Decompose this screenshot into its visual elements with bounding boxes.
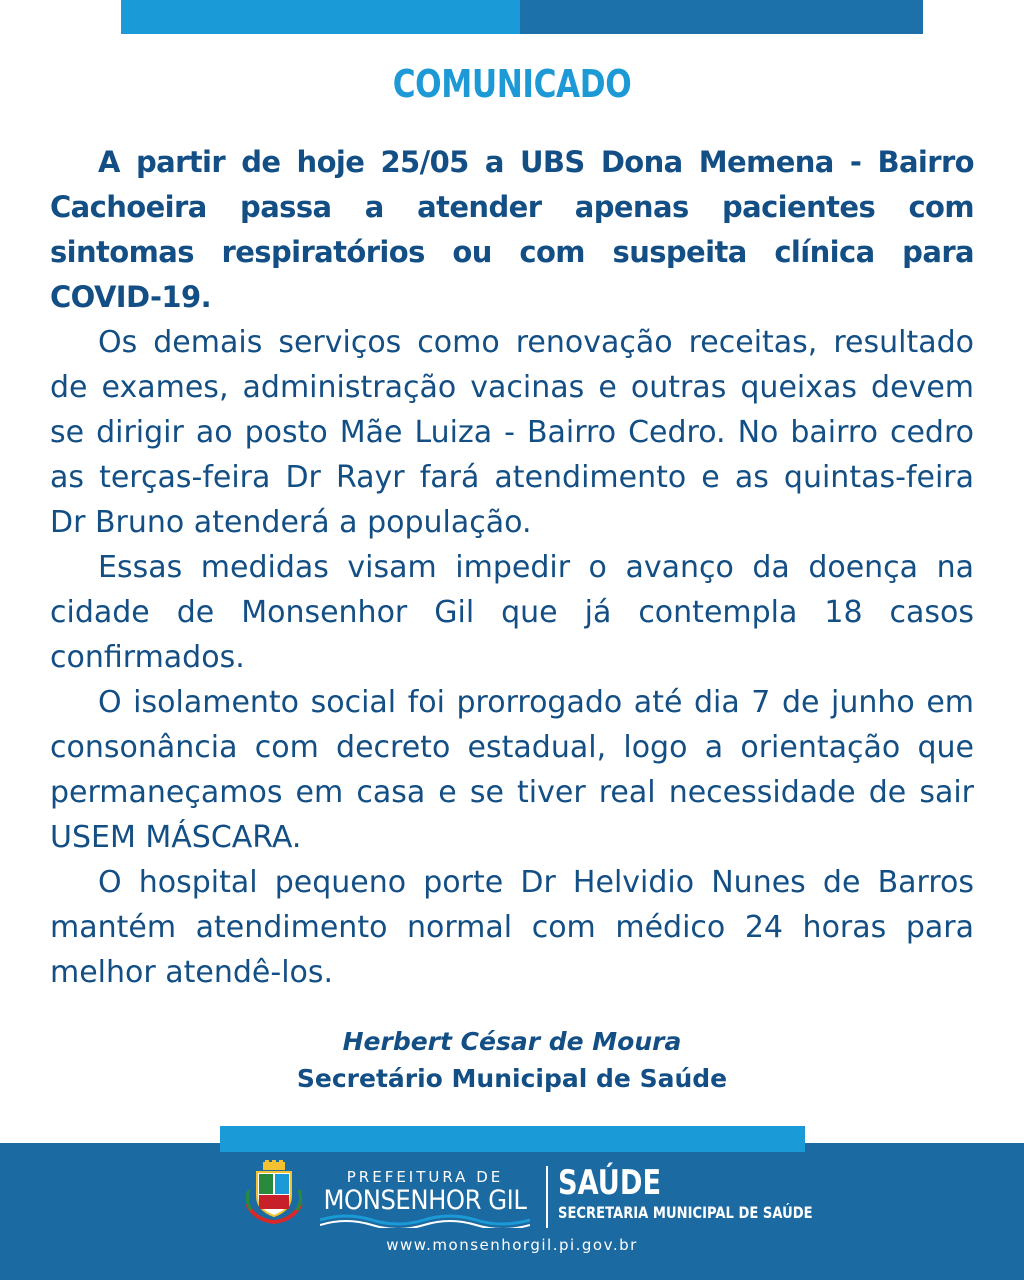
paragraph-hospital: O hospital pequeno porte Dr Helvidio Nunes de Barros mantém atendimento normal com médico 24 horas para melhor atendê-los.	[50, 865, 974, 990]
saude-logo	[558, 1164, 868, 1224]
top-bar-dark-segment	[520, 0, 923, 34]
signature-block	[0, 1024, 1024, 1098]
footer-accent-strip	[220, 1126, 805, 1152]
paragraph-measures: Essas medidas visam impedir o avanço da doença na cidade de Monsenhor Gil que já contempla 18 casos confirmados.	[50, 550, 974, 675]
page-title: COMUNICADO	[392, 62, 632, 106]
website-link[interactable]: www.monsenhorgil.pi.gov.br	[386, 1236, 638, 1254]
signature-role: Secretário Municipal de Saúde	[296, 1064, 728, 1093]
announcement-body	[50, 140, 974, 995]
prefeitura-logo	[312, 1168, 538, 1216]
paragraph-lead: A partir de hoje 25/05 a UBS Dona Memena - Bairro Cachoeira passa a atender apenas pacientes com sintomas respiratórios ou com suspeita clínica para COVID-19.	[50, 145, 974, 314]
wave-logo-icon	[320, 1212, 530, 1228]
signature-name: Herbert César de Moura	[342, 1027, 682, 1056]
top-color-bar	[121, 0, 923, 34]
top-bar-light-segment	[121, 0, 520, 34]
prefeitura-label: PREFEITURA DE	[346, 1168, 504, 1186]
saude-subtitle: SECRETARIA MUNICIPAL DE SAÚDE	[558, 1203, 813, 1222]
footer-divider	[546, 1166, 548, 1228]
paragraph-isolation: O isolamento social foi prorrogado até dia 7 de junho em consonância com decreto estadual, logo a orientação que permaneçamos em casa e se tiver real necessidade de sair USEM MÁSCARA.	[50, 685, 974, 855]
municipal-crest-icon	[243, 1160, 305, 1226]
paragraph-services: Os demais serviços como renovação receitas, resultado de exames, administração vacinas e outras queixas devem se dirigir ao posto Mãe Luiza - Bairro Cedro. No bairro cedro as terças-feira Dr Rayr fará atendimento e as quintas-feira Dr Bruno atenderá a população.	[50, 325, 974, 540]
prefeitura-name: MONSENHOR GIL	[323, 1185, 527, 1216]
saude-title: SAÚDE	[558, 1163, 662, 1203]
